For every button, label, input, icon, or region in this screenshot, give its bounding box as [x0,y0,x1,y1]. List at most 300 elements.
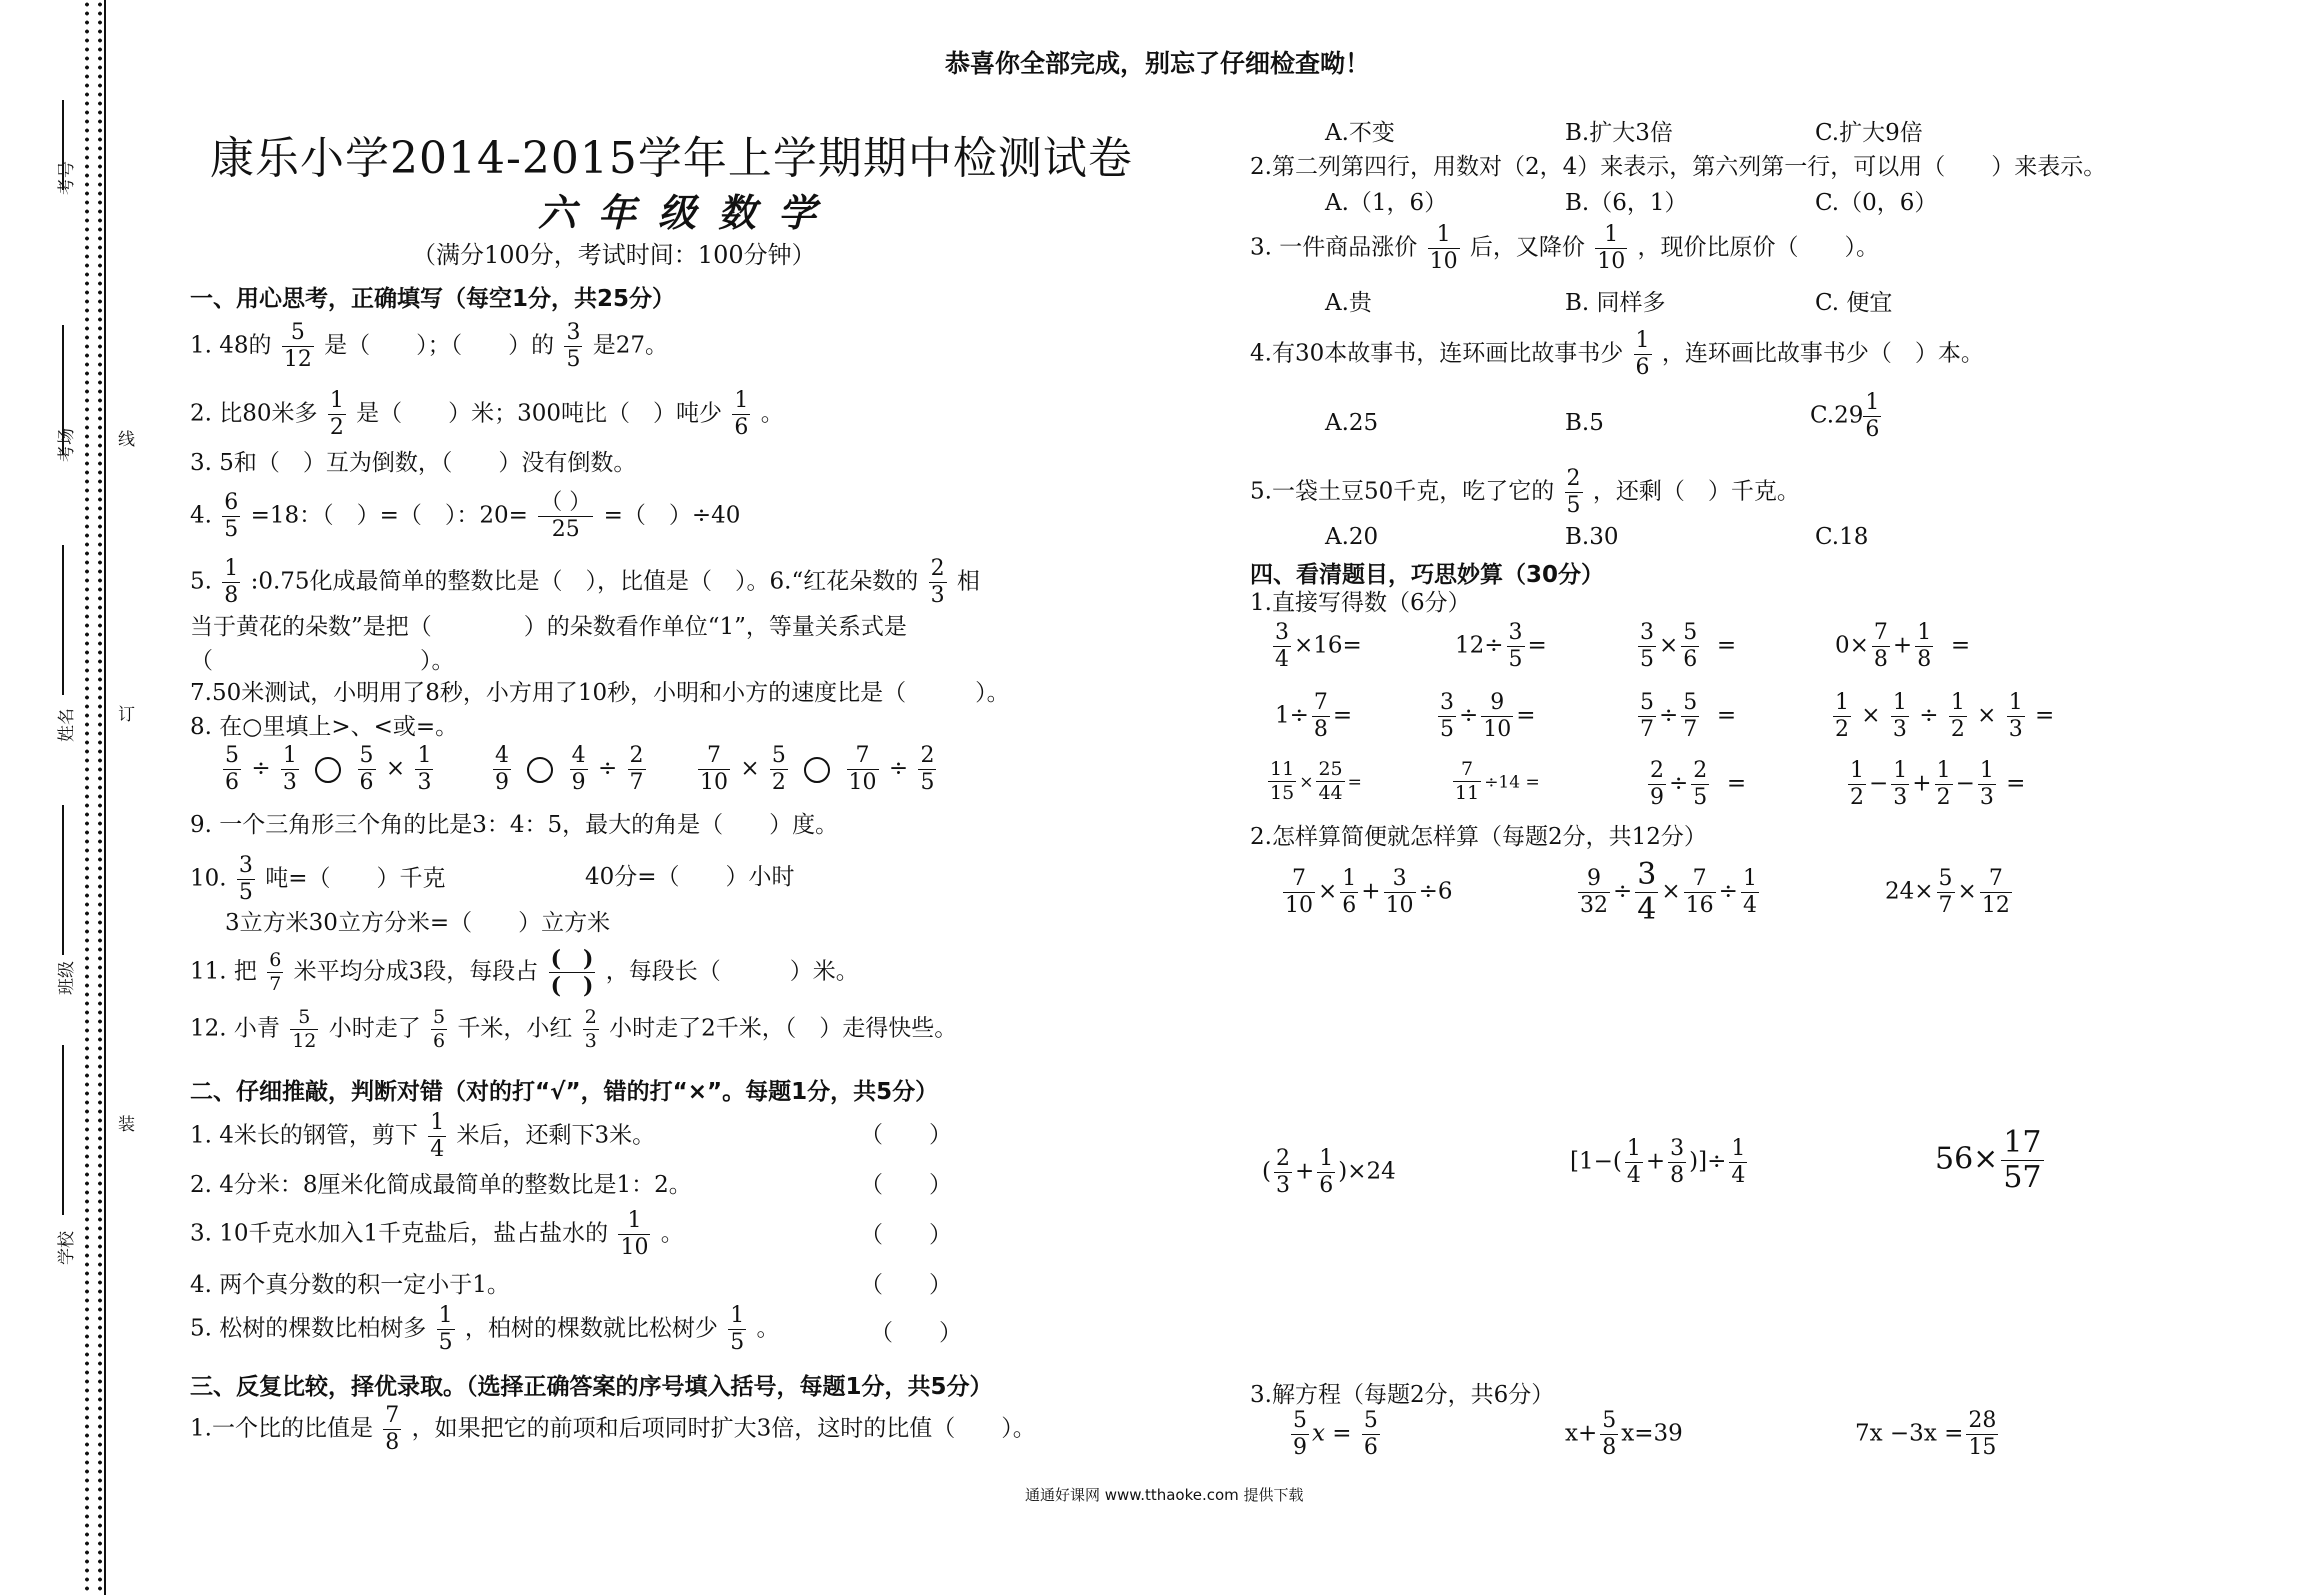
label-banji: 班级 [57,961,77,995]
num: 1 [1917,620,1932,645]
section2-heading: 二、仔细推敲，判断对错（对的打“√”，错的打“×”。每题1分，共5分） [190,1079,939,1105]
frac [1638,692,1656,741]
frac [428,1112,446,1161]
den: 2 [329,415,344,440]
num: 6 [224,490,239,515]
den: 6 [734,415,749,440]
num: 1 [1893,758,1908,783]
num: 1 [1428,224,1460,249]
s1-q1-pre: 1. 48的 [190,332,272,359]
num: 5 [282,322,314,347]
frac [1863,392,1881,441]
s3-q4-opt-c [1810,392,1884,441]
den: 10 [848,770,877,795]
eq: = [1332,1420,1352,1447]
simplify-5: [1−( $\frac{1}{4}$ + $\frac{3}{8}$ )]÷ $\frac{1}{4}$ [1570,1136,1746,1188]
num: 11 [1270,758,1295,780]
pre: 7x −3x = [1855,1420,1964,1447]
s3-q3-post: ，现价比原价（ ）。 [1637,234,1880,261]
frac [1268,760,1296,803]
num: 2 [1275,1146,1290,1171]
den: 3 [417,770,432,795]
frac [1635,857,1658,927]
pre: 1÷ [1275,702,1309,729]
den: 8 [1670,1163,1685,1188]
den: 4 [1742,893,1757,918]
den: 5 [224,517,239,542]
compare-circle-input[interactable] [804,757,830,783]
frac [1891,760,1909,809]
num: 3 [1440,690,1454,715]
s1-q10-mid: 吨=（ ）千克 [265,865,446,892]
frac [1384,868,1416,917]
s2-q1-post: 米后，还剩下3米。 [456,1122,656,1149]
den: 7 [629,770,644,795]
frac [1833,692,1851,741]
frac [918,745,936,794]
num: 7 [1313,690,1328,715]
rest: = [1516,702,1536,729]
den: 12 [1981,893,2010,918]
den: 3 [1275,1173,1290,1198]
equation-1 [1288,1410,1383,1459]
s2-q2: 2. 4分米：8厘米化简成最简单的整数比是1：2。 [190,1172,692,1198]
rest: = [1716,702,1737,729]
simplify-4: ( $\frac{2}{3}$ + $\frac{1}{6}$ )×24 [1262,1146,1396,1198]
den: 4 [1626,1163,1641,1188]
den: 2 [771,770,786,795]
num: 3 [238,853,253,878]
label-xingming: 姓名 [57,708,77,742]
frac [1453,760,1481,803]
num: 2 [920,743,935,768]
pre: [1−( [1570,1148,1622,1175]
s2-answer-paren[interactable]: （ ） [870,1320,962,1346]
pre: 56× [1935,1141,1999,1177]
s1-q2-pre: 2. 比80米多 [190,400,318,427]
s3-q5 [1250,468,1800,517]
den: 16 [1685,893,1714,918]
num: 1 [224,556,239,581]
s1-q5 [190,558,980,607]
calc-r3-3 [1645,760,1746,809]
section4-heading: 四、看清题目，巧思妙算（30分） [1250,562,1605,588]
den: 6 [359,770,374,795]
den: 4 [1275,647,1289,672]
frac [847,745,879,794]
calc-r3-4: $\frac{1}{2}$ − $\frac{1}{3}$ + $\frac{1}{2}$ − $\frac{1}{3}$ = [1850,758,2026,810]
frac [583,1008,599,1051]
den: 25 [551,517,580,542]
s3-q1-opt-a: A.不变 [1325,120,1395,146]
den: 11 [1455,782,1480,804]
s3-q3-opt-c: C. 便宜 [1815,290,1893,316]
s2-answer-paren[interactable]: （ ） [860,1272,952,1298]
den: 9 [1293,1435,1307,1460]
frac [1915,622,1933,671]
num: 25 [1318,758,1343,780]
frac [1481,692,1513,741]
frac [437,1305,455,1354]
s1-q5c: （ ）。 [190,648,455,674]
s1-q8-compare-1 [220,745,436,794]
num: 3 [1640,620,1654,645]
frac [1966,1410,1998,1459]
num: 5 [1363,1408,1378,1433]
s2-q3-pre: 3. 10千克水加入1千克盐后，盐占盐水的 [190,1220,609,1247]
num: 1 [1950,690,1965,715]
num: 7 [1980,868,2012,893]
frac [1848,760,1866,809]
num: 3 [566,320,581,345]
op: + [1892,632,1913,659]
s2-answer-paren[interactable]: （ ） [860,1172,952,1198]
frac [1648,760,1666,809]
num: 3 [1508,620,1523,645]
s1-q5-post: 相 [956,568,980,595]
s3-q4-opt-b: B.5 [1565,410,1604,436]
num: （ ） [540,490,592,515]
frac [1978,760,1996,809]
frac [431,1008,447,1051]
den: 5 [1693,785,1708,810]
s3-q4-opt-a: A.25 [1325,410,1379,436]
field-line-xingming [62,545,64,695]
frac [1507,622,1525,671]
s2-answer-paren[interactable]: （ ） [860,1222,952,1248]
num: 1 [1850,758,1864,783]
num: 5 [1293,1408,1307,1433]
pre: 12÷ [1455,632,1504,659]
num: 7 [1873,620,1888,645]
s1-q10-right: 40分=（ ）小时 [585,864,795,890]
num: 5 [1938,866,1953,891]
den: 10 [700,770,728,795]
frac [618,1210,650,1259]
s1-q10-pre: 10. [190,865,227,892]
compare-circle-input[interactable] [315,757,341,783]
num: 4 [571,743,586,768]
footer-source: 通通好课网 www.tthaoke.com 提供下载 [1025,1486,1304,1504]
num: 4 [495,743,509,768]
s3-q5-post: ，还剩（ ）千克。 [1592,478,1800,505]
frac [1668,1138,1686,1187]
num: 1 [1835,690,1849,715]
eq: = [2035,702,2055,729]
rest: ×16= [1294,632,1362,659]
op: × [740,755,760,782]
op: × [385,755,406,782]
den: 57 [2003,1160,2042,1195]
s1-q4 [190,492,740,541]
s1-q2-mid: 是（ ）米；300吨比（ ）吨少 [356,400,723,427]
frac [222,558,240,607]
pre: 0× [1835,632,1869,659]
frac [383,1405,401,1454]
frac [1565,468,1583,517]
num: 7 [847,745,879,770]
post: x=39 [1621,1420,1683,1447]
s1-q7: 7.50米测试，小明用了8秒，小方用了10秒，小明和小方的速度比是（ ）。 [190,680,1010,706]
s2-q5-pre: 5. 松树的棵数比柏树多 [190,1315,427,1342]
op: ÷ [1659,702,1679,729]
den: 10 [1483,717,1512,742]
frac [1691,760,1709,809]
den: 7 [1683,717,1698,742]
den: 8 [1313,717,1328,742]
s1-q8: 8. 在○里填上>、<或=。 [190,714,459,740]
mark-ding: 订 [118,705,135,725]
s1-q12-m2: 千米，小红 [457,1015,573,1042]
den: 3 [1979,785,1994,810]
calc-r1-3 [1635,622,1736,671]
s3-q5-opt-c: C.18 [1815,524,1869,550]
s3-q1-post: ，如果把它的前项和后项同时扩大3倍，这时的比值（ ）。 [411,1415,1036,1442]
frac [538,492,593,541]
num: 1 [1892,690,1907,715]
s3-q4-pre: 4.有30本故事书，连环画比故事书少 [1250,340,1624,367]
frac [290,1008,318,1051]
mid: )]÷ [1689,1148,1727,1175]
op: × [1659,632,1679,659]
simplify-1: $\frac{7}{10}$ × $\frac{1}{6}$ + $\frac{3}{10}$ ÷6 [1285,866,1453,918]
op: ÷ [597,755,618,782]
den: 3 [584,1030,597,1052]
s1-q10b: 3立方米30立方分米=（ ）立方米 [225,910,611,936]
frac [1937,868,1955,917]
label-kaohao: 考号 [57,161,77,195]
num: 1 [2008,690,2023,715]
s4-part1: 1.直接写得数（6分） [1250,590,1471,616]
den: 3 [282,770,297,795]
calc-r1-4 [1835,622,1970,671]
label-kaochang: 考场 [57,428,77,462]
den: 7 [1938,893,1953,918]
num: 3 [1670,1136,1685,1161]
frac-blank[interactable] [549,948,596,997]
rest: = [1347,772,1362,793]
den: 8 [1873,647,1888,672]
simplify-2: $\frac{9}{32}$ ÷ $\frac{3}{4}$ × $\frac{7}{16}$ ÷ $\frac{1}{4}$ [1580,857,1757,927]
num: 7 [1283,868,1315,893]
rest: = [1332,702,1353,729]
frac [698,745,730,794]
field-line-xuexiao [62,1045,64,1215]
den: 7 [1640,717,1654,742]
calc-r2-1 [1275,692,1352,741]
num: 1 [1319,1146,1334,1171]
s1-q4-pre: 4. [190,502,212,529]
s3-q3-mid: 后，又降价 [1469,234,1585,261]
den: 2 [1936,785,1951,810]
frac [728,1305,746,1354]
s2-q3-post: 。 [660,1220,684,1247]
calc-r1-1 [1270,622,1362,671]
num: 2 [1650,758,1664,783]
rest: = [1716,632,1737,659]
frac [1291,1410,1309,1459]
den: 4 [430,1137,445,1162]
frac [1741,868,1759,917]
frac [1634,330,1652,379]
den: 3 [1893,785,1908,810]
s3-q5-opt-b: B.30 [1565,524,1619,550]
field-line-banji [62,805,64,955]
frac [1274,1148,1292,1197]
pre: 24× [1885,878,1934,905]
den: 7 [269,973,282,995]
frac [1317,1148,1335,1197]
num: 7 [385,1403,400,1428]
op: ÷ [251,755,271,782]
num: 3 [1637,857,1657,892]
den: 9 [495,770,509,795]
num: 7 [698,745,730,770]
den: 2 [1850,785,1864,810]
num: 1 [734,388,749,413]
den: 5 [1440,717,1454,742]
frac [223,745,241,794]
rest: = [1527,632,1547,659]
frac [1891,692,1909,741]
s1-q11 [190,948,859,997]
num: 1 [1936,758,1951,783]
binding-dots-left [84,0,90,1595]
frac [1625,1138,1643,1187]
den: 8 [224,583,239,608]
num: 2 [629,743,644,768]
num: 17 [2003,1125,2042,1160]
s1-q11-mid: 米平均分成3段，每段占 [293,958,539,985]
num: 1 [417,743,432,768]
s1-q8-compare-3 [695,745,939,794]
frac [1595,224,1627,273]
den: 15 [1270,782,1295,804]
s1-q9: 9. 一个三角形三个角的比是3：4：5，最大的角是（ ）度。 [190,812,839,838]
var-x: x [1312,1420,1325,1447]
num: 2 [930,556,945,581]
section1-heading: 一、用心思考，正确填写（每空1分，共25分） [190,286,676,312]
frac [267,951,283,994]
page-subtitle: 六年级数学 [538,191,839,235]
s3-q5-pre: 5.一袋土豆50千克，吃了它的 [1250,478,1555,505]
den: 6 [1342,893,1357,918]
num: 5 [1640,690,1654,715]
frac [2007,692,2025,741]
frac [1980,868,2012,917]
s2-q5-mid: ，柏树的棵数就比松树少 [464,1315,718,1342]
den: 5 [1640,647,1654,672]
num: 1 [1742,866,1757,891]
eq: = [2006,770,2026,797]
num: 1 [1342,866,1357,891]
s1-q11-post: ，每段长（ ）米。 [605,958,859,985]
frac [770,745,788,794]
frac [1273,622,1291,671]
s1-q10 [190,855,445,904]
frac [1578,868,1610,917]
den: 5 [1508,647,1523,672]
den: 10 [620,1235,649,1260]
num: 1 [282,743,297,768]
rest: ÷14 = [1484,772,1540,793]
s3-q5-opt-a: A.20 [1325,524,1379,550]
frac [282,322,314,371]
num: 5 [1683,690,1698,715]
s1-q2 [190,390,784,439]
num: 1 [329,388,344,413]
s1-q1-post: 是27。 [592,332,669,359]
frac [1729,1138,1747,1187]
s3-q1 [190,1405,1036,1454]
frac [1681,692,1699,741]
s2-q1-pre: 1. 4米长的钢管，剪下 [190,1122,418,1149]
s3-q4-post: ，连环画比故事书少（ ）本。 [1661,340,1984,367]
frac [415,745,433,794]
s4-part2: 2.怎样算简便就怎样算（每题2分，共12分） [1250,824,1707,850]
s1-q1-mid: 是（ ）；（ ）的 [324,332,555,359]
s2-q4: 4. 两个真分数的积一定小于1。 [190,1272,510,1298]
den: 5 [1566,493,1581,518]
den: 5 [730,1330,745,1355]
frac [328,390,346,439]
op: ÷ [1669,770,1689,797]
rest: = [1726,770,1747,797]
num: 1 [1635,328,1650,353]
den: 6 [1635,355,1650,380]
num: 1 [1595,224,1627,249]
tail: ÷6 [1418,878,1453,905]
frac [1283,868,1315,917]
den: 32 [1580,893,1608,918]
num: 5 [290,1008,318,1030]
num: 1 [438,1303,453,1328]
calc-r3-2 [1450,760,1540,803]
s1-q4-mid: =18：（ ）=（ ）：20= [250,502,528,529]
den: 2 [1835,717,1849,742]
num: 1 [1731,1136,1746,1161]
s3-q1-opt-b: B.扩大3倍 [1565,120,1673,146]
op: × [1299,772,1314,793]
s1-q12 [190,1008,957,1051]
frac [628,745,646,794]
num: 1 [730,1303,745,1328]
den: 6 [1683,647,1698,672]
den: 10 [1285,893,1313,918]
s2-q1 [190,1112,655,1161]
s3-q1-pre: 1.一个比的比值是 [190,1415,373,1442]
frac [1312,692,1330,741]
opt-c-whole: C.29 [1810,402,1864,429]
s1-q4-post: =（ ）÷40 [603,502,741,529]
den: 4 [1637,892,1657,927]
num: 9 [1481,692,1513,717]
num: 2 [584,1006,597,1028]
frac [564,322,582,371]
s2-answer-paren[interactable]: （ ） [860,1122,952,1148]
den: 10 [1597,249,1626,274]
frac [1935,760,1953,809]
s3-q3-opt-b: B. 同样多 [1565,290,1666,316]
num: 7 [1453,760,1481,782]
s1-q5-mid: :0.75化成最简单的整数比是（ ），比值是（ ）。6.“红花朵数的 [250,568,919,595]
compare-circle-input[interactable] [527,757,553,783]
tail: ×24 [1347,1158,1396,1185]
frac [1684,868,1716,917]
num: 5 [225,743,239,768]
s3-q2-opt-c: C.（0，6） [1815,190,1938,216]
den: 3 [930,583,945,608]
